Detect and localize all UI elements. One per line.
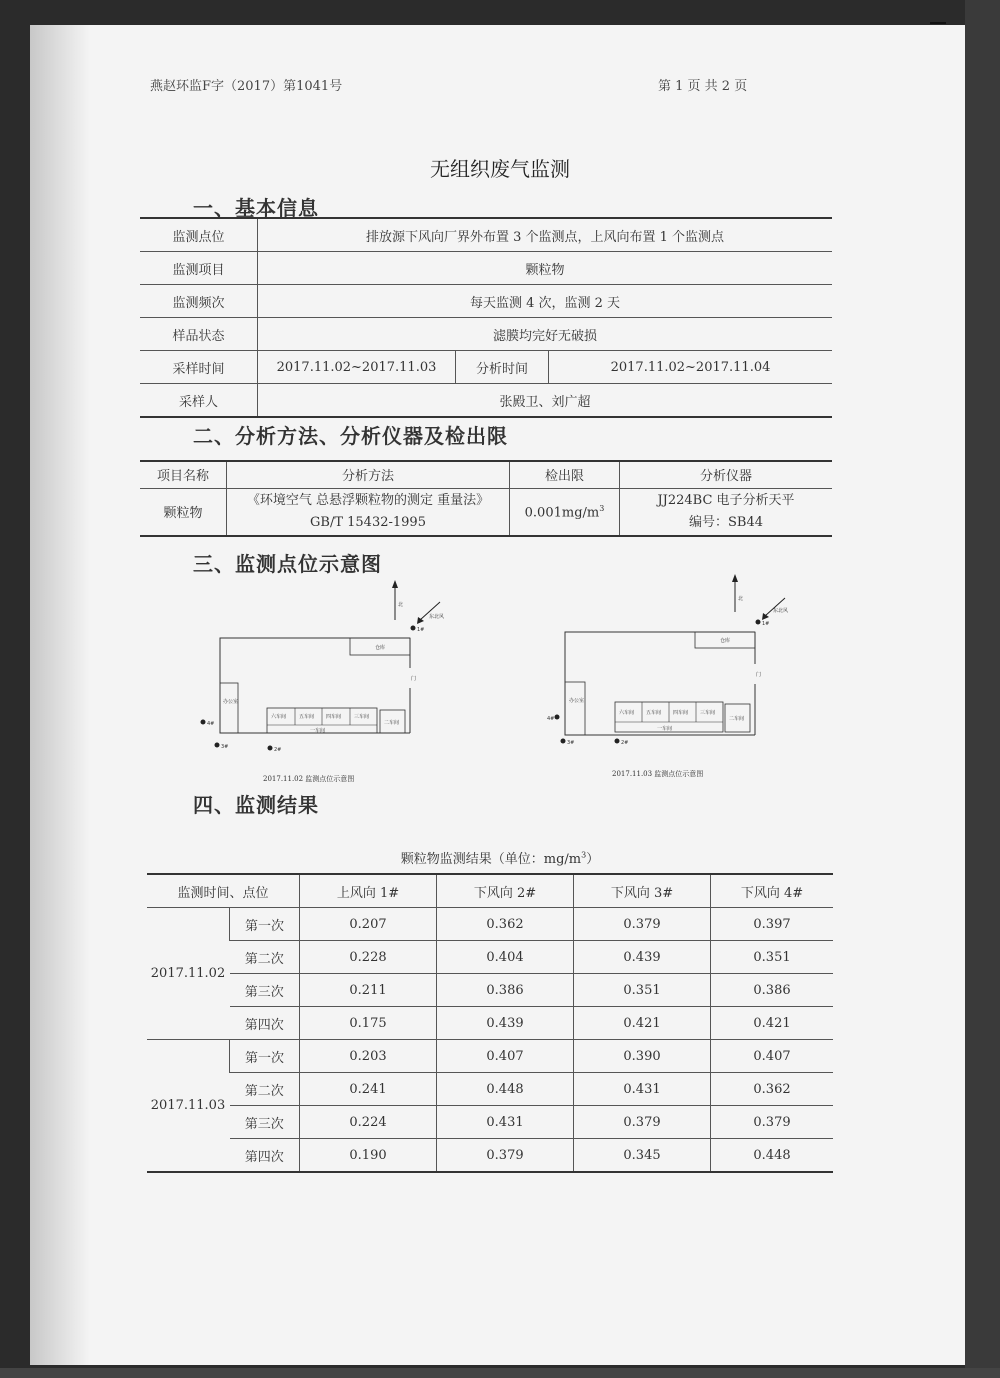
header-instrument: 分析仪器: [620, 461, 833, 488]
table-row: [147, 1073, 833, 1106]
row-label: 监测点位: [140, 218, 258, 252]
north-arrow-icon: [732, 574, 738, 582]
document-number: 燕赵环监F字（2017）第1041号: [150, 79, 343, 94]
north-label: 北: [398, 602, 404, 608]
round-cell: 第四次: [230, 1139, 300, 1173]
point-1-dot: [756, 620, 761, 625]
point-4-dot: [201, 720, 206, 725]
value-cell: 0.190: [300, 1139, 437, 1173]
round-cell: 第一次: [230, 908, 300, 941]
sampling-time-value: 2017.11.02~2017.11.03: [258, 351, 456, 384]
wind-label: 东北风: [773, 608, 789, 614]
point-3-label: 3#: [221, 744, 229, 750]
date-cell: 2017.11.03: [147, 1040, 230, 1173]
table-row: [147, 941, 833, 974]
analysis-time-label: 分析时间: [456, 351, 549, 384]
scan-mark: [930, 22, 946, 24]
workshop-3-label: 三车间: [354, 714, 370, 720]
header-limit: 检出限: [510, 461, 620, 488]
value-cell: 0.241: [300, 1073, 437, 1106]
section-heading-basic-info: 一、基本信息: [193, 196, 319, 220]
value-cell: 0.448: [711, 1139, 834, 1173]
page-title: 无组织废气监测: [430, 157, 570, 181]
results-table: [147, 873, 833, 1173]
table-row: [140, 488, 832, 536]
point-1-dot: [411, 626, 416, 631]
gate-label: 门: [411, 676, 417, 682]
value-cell: 0.211: [300, 974, 437, 1007]
value-cell: 0.448: [437, 1073, 574, 1106]
point-3-dot: [215, 743, 220, 748]
table-row: [147, 1007, 833, 1040]
value-cell: 0.386: [711, 974, 834, 1007]
value-cell: 0.224: [300, 1106, 437, 1139]
method-line1: 《环境空气 总悬浮颗粒物的测定 重量法》: [246, 492, 490, 508]
value-cell: 0.421: [711, 1007, 834, 1040]
value-cell: 0.362: [711, 1073, 834, 1106]
instrument-line1: JJ224BC 电子分析天平: [657, 492, 795, 508]
point-map-day2: [545, 572, 805, 772]
workshop-4-label: 四车间: [326, 714, 342, 720]
value-cell: 0.228: [300, 941, 437, 974]
limit-unit-superscript: 3: [599, 503, 605, 513]
gate-label: 门: [756, 672, 762, 678]
round-cell: 第二次: [230, 941, 300, 974]
row-value: 每天监测 4 次，监测 2 天: [258, 285, 833, 318]
value-cell: 0.407: [711, 1040, 834, 1073]
factory-boundary: [565, 632, 755, 735]
value-cell: 0.362: [437, 908, 574, 941]
round-cell: 第一次: [230, 1040, 300, 1073]
row-value: 排放源下风向厂界外布置 3 个监测点，上风向布置 1 个监测点: [258, 218, 833, 252]
value-cell: 0.390: [574, 1040, 711, 1073]
header-downwind-4: 下风向 4#: [711, 874, 834, 908]
workshop-2-label: 二车间: [729, 716, 745, 722]
value-cell: 0.379: [711, 1106, 834, 1139]
value-cell: 0.207: [300, 908, 437, 941]
office-box: [565, 682, 585, 735]
value-cell: 0.203: [300, 1040, 437, 1073]
scan-right-edge: [965, 0, 1000, 1378]
value-cell: 0.431: [574, 1073, 711, 1106]
table-row: [147, 974, 833, 1007]
value-cell: 0.379: [437, 1139, 574, 1173]
round-cell: 第二次: [230, 1073, 300, 1106]
value-cell: 0.379: [574, 1106, 711, 1139]
point-4-label: 4#: [207, 721, 215, 727]
point-4-dot: [555, 715, 560, 720]
wind-arrow-icon: [762, 613, 769, 620]
table-row: [147, 1139, 833, 1173]
round-cell: 第四次: [230, 1007, 300, 1040]
value-cell: 0.379: [574, 908, 711, 941]
header-downwind-3: 下风向 3#: [574, 874, 711, 908]
caption-end: ）: [586, 852, 600, 867]
workshop-6-label: 六车间: [271, 714, 287, 720]
factory-boundary: [220, 638, 410, 733]
round-cell: 第三次: [230, 1106, 300, 1139]
point-1-label: 1#: [762, 621, 770, 627]
warehouse-label: 仓库: [375, 645, 386, 651]
row-label: 监测频次: [140, 285, 258, 318]
point-3-dot: [561, 739, 566, 744]
office-label: 办公室: [569, 698, 585, 704]
sampler-label: 采样人: [140, 384, 258, 418]
north-arrow-icon: [392, 580, 398, 588]
north-label: 北: [738, 596, 744, 602]
header-method: 分析方法: [227, 461, 510, 488]
method-line2: GB/T 15432-1995: [310, 514, 426, 530]
row-value: 滤膜均完好无破损: [258, 318, 833, 351]
value-cell: 0.345: [574, 1139, 711, 1173]
value-cell: 0.421: [574, 1007, 711, 1040]
point-3-label: 3#: [567, 740, 575, 746]
point-2-label: 2#: [274, 747, 282, 753]
caption-text: 颗粒物监测结果（单位：mg/m: [400, 852, 582, 867]
value-cell: 0.439: [574, 941, 711, 974]
analysis-method-table: [140, 460, 832, 537]
section-heading-results: 四、监测结果: [193, 793, 319, 817]
wind-label: 东北风: [429, 614, 445, 620]
instrument-cell: [620, 488, 833, 536]
row-label: 样品状态: [140, 318, 258, 351]
results-table-caption: [0, 848, 1000, 867]
workshop-4-label: 四车间: [673, 710, 689, 716]
table-row: [140, 285, 832, 318]
map-caption-day1: 2017.11.02 监测点位示意图: [263, 775, 355, 783]
workshop-1-label: 一车间: [310, 728, 326, 734]
scan-bottom-edge: [0, 1368, 1000, 1378]
point-1-label: 1#: [417, 627, 425, 633]
table-row: [140, 252, 832, 285]
value-cell: 0.439: [437, 1007, 574, 1040]
date-cell: 2017.11.02: [147, 908, 230, 1040]
warehouse-label: 仓库: [720, 638, 731, 644]
value-cell: 0.407: [437, 1040, 574, 1073]
row-label: 监测项目: [140, 252, 258, 285]
header-downwind-2: 下风向 2#: [437, 874, 574, 908]
round-cell: 第三次: [230, 974, 300, 1007]
office-label: 办公室: [223, 699, 239, 705]
point-map-day1: [195, 578, 455, 778]
table-row: [140, 318, 832, 351]
limit-value: 0.001mg/m: [524, 504, 600, 520]
results-body: [147, 908, 833, 1173]
limit-cell: [510, 488, 620, 536]
value-cell: 0.175: [300, 1007, 437, 1040]
method-cell: [227, 488, 510, 536]
header-time-point: 监测时间、点位: [147, 874, 300, 908]
sampling-time-label: 采样时间: [140, 351, 258, 384]
table-row: [147, 1040, 833, 1073]
sampler-value: 张殿卫、刘广超: [258, 384, 833, 418]
workshop-2-label: 二车间: [384, 720, 400, 726]
instrument-line2: 编号：SB44: [688, 514, 763, 530]
table-header-row: [147, 874, 833, 908]
caption-unit-superscript: 3: [581, 850, 587, 860]
point-2-dot: [268, 746, 273, 751]
header-upwind-1: 上风向 1#: [300, 874, 437, 908]
section-heading-point-map: 三、监测点位示意图: [193, 552, 382, 576]
map-caption-day2: 2017.11.03 监测点位示意图: [612, 770, 704, 778]
table-row: [140, 351, 832, 384]
workshop-6-label: 六车间: [619, 710, 635, 716]
table-row: [147, 908, 833, 941]
workshop-5-label: 五车间: [646, 710, 662, 716]
page-info: 第 1 页 共 2 页: [658, 79, 748, 94]
item-name: 颗粒物: [140, 488, 227, 536]
value-cell: 0.351: [574, 974, 711, 1007]
row-value: 颗粒物: [258, 252, 833, 285]
basic-info-table: [140, 217, 832, 418]
table-row: [140, 218, 832, 252]
value-cell: 0.386: [437, 974, 574, 1007]
header-item: 项目名称: [140, 461, 227, 488]
wind-arrow-icon: [417, 617, 424, 624]
point-2-dot: [615, 739, 620, 744]
office-box: [220, 683, 238, 733]
value-cell: 0.351: [711, 941, 834, 974]
table-row: [140, 384, 832, 418]
workshop-3-label: 三车间: [700, 710, 716, 716]
value-cell: 0.404: [437, 941, 574, 974]
value-cell: 0.397: [711, 908, 834, 941]
workshop-5-label: 五车间: [299, 714, 315, 720]
workshop-1-label: 一车间: [657, 726, 673, 732]
point-2-label: 2#: [621, 740, 629, 746]
section-heading-analysis-method: 二、分析方法、分析仪器及检出限: [193, 424, 508, 448]
analysis-time-value: 2017.11.02~2017.11.04: [549, 351, 833, 384]
table-row: [147, 1106, 833, 1139]
value-cell: 0.431: [437, 1106, 574, 1139]
point-4-label: 4#: [547, 716, 555, 722]
table-header-row: [140, 461, 832, 488]
